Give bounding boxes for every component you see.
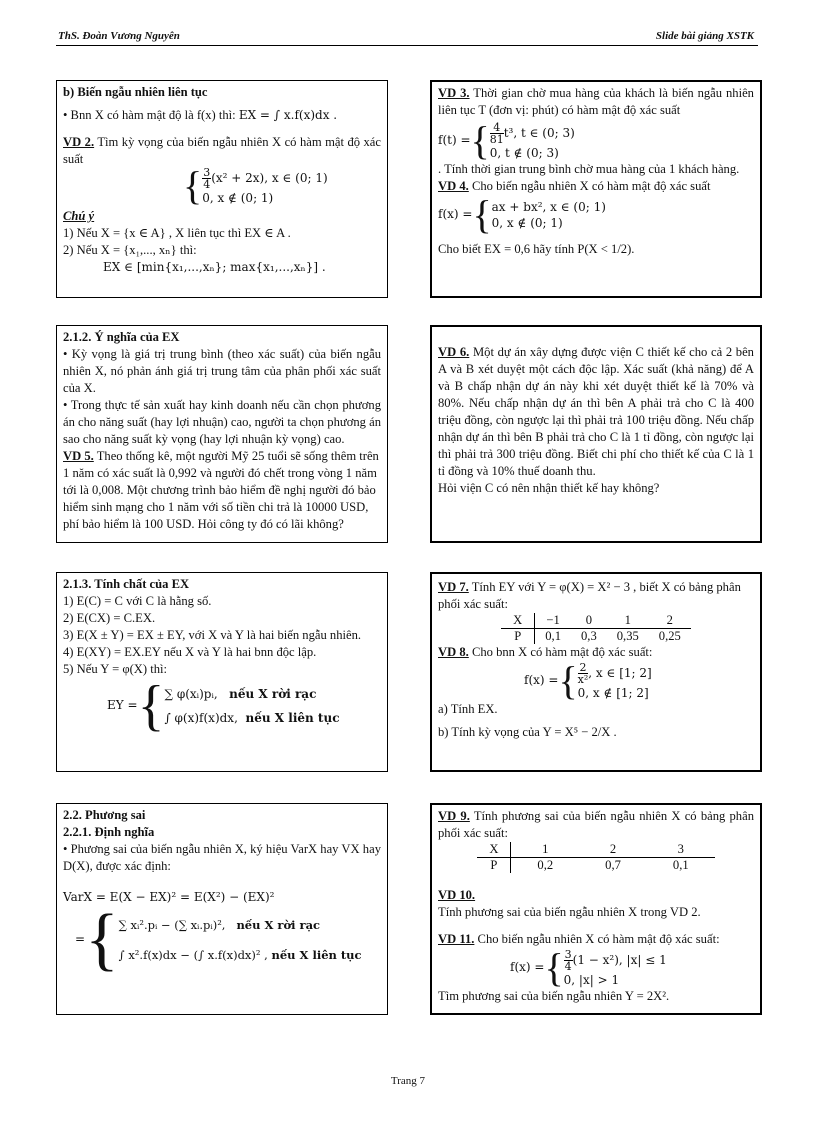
prop-3: 3) E(X ± Y) = EX ± EY, với X và Y là hai biến ngẫu nhiên.	[63, 628, 362, 642]
vd8-case2: 0, x ∉ [1; 2]	[577, 685, 649, 700]
note-heading: Chú ý	[63, 209, 95, 223]
box-vd6	[430, 325, 762, 543]
box-properties-ex	[56, 572, 388, 772]
vd9-text: Tính phương sai của biến ngẫu nhiên X có bảng phân phối xác suất:	[438, 809, 754, 840]
table-cell: 0,2	[537, 858, 554, 872]
box1-formula: EX = ∫ x.f(x)dx .	[238, 108, 338, 122]
vd4-label: VD 4.	[438, 179, 469, 193]
vd2-case1: (x² + 2x), x ∈ (0; 1)	[211, 170, 328, 185]
table-cell: −1	[535, 613, 571, 629]
table-cell: 0,1	[672, 858, 689, 872]
vd4-case1: ax + bx², x ∈ (0; 1)	[491, 200, 606, 214]
table-cell: 0,1	[545, 629, 561, 643]
page-number: Trang 7	[390, 1075, 426, 1087]
header-divider	[56, 45, 758, 46]
table-cell: P	[501, 629, 535, 645]
variance-formula: VarX = E(X − EX)² = E(X²) − (EX)²	[63, 890, 275, 904]
box-vd3-vd4	[430, 80, 762, 298]
vd3-text: Thời gian chờ mua hàng của khách là biến ngẫu nhiên liên tục T (đơn vị: phút) có hàm mật độ xác suất	[438, 86, 754, 117]
table-cell: 0	[571, 613, 607, 629]
vd11-case2: 0, |x| > 1	[563, 972, 620, 987]
box-variance-def	[56, 803, 388, 1015]
var-case2-math: ∫ x².f(x)dx − (∫ x.f(x)dx)² ,	[118, 948, 268, 962]
variance-cases: ={ ∑ xᵢ².pᵢ − (∑ xᵢ.pᵢ)², nếu X rời rạc ∫ x².f(x)dx − (∫ x.f(x)dx)² , nếu X liên tục	[75, 901, 362, 978]
prop-1: 1) E(C) = C với C là hằng số.	[63, 594, 212, 608]
box7-heading2: 2.2.1. Định nghĩa	[63, 825, 155, 839]
ey-case2-label: nếu X liên tục	[245, 711, 340, 725]
var-case1-label: nếu X rời rạc	[236, 918, 321, 932]
vd8-text: Cho bnn X có hàm mật độ xác suất:	[468, 645, 653, 659]
table-cell: X	[477, 842, 511, 858]
vd2-label: VD 2.	[63, 135, 95, 149]
vd4-text: Cho biến ngẫu nhiên X có hàm mật độ xác suất	[468, 179, 711, 193]
vd6-question: Hỏi viện C có nên nhận thiết kế hay không?	[438, 481, 660, 495]
vd11-label: VD 11.	[438, 932, 475, 946]
vd5-text: Theo thống kê, một người Mỹ 25 tuổi sẽ sống thêm trên 1 năm có xác suất là 0,992 và người đó chết trong vòng 1 năm tới là 0,008. Một chương trình bảo hiểm đề nghị người đó bảo hiểm sinh mạng cho 1 năm với số tiền chi trả là 10000 USD, phí bảo hiểm là 100 USD. Hỏi công ty đó có lãi không?	[63, 449, 379, 531]
vd6-text: Một dự án xây dựng được viện C thiết kế cho cả 2 bên A và B xét duyệt một cách độc lập. Xác suất (khả năng) để A và B chấp nhận dự án này khi xét duyệt thiết kế là 70% và 80%. Nếu chấp nhận dự án thì bên A phải trả cho C là 400 triệu đồng, còn ngược lại thì phải trả 100 triệu đồng. Nếu chấp nhận dự án thì bên B phải trả cho C là 1 tỉ đồng, còn ngược lại thì phải trả 300 triệu đồng. Biết chi phí cho thiết kế của C là 1 tỉ đồng và 10% thuế doanh thu.	[438, 345, 754, 478]
table-cell: 0,25	[658, 629, 681, 643]
ey-case1-label: nếu X rời rạc	[229, 687, 317, 701]
box-vd9-vd11	[430, 803, 762, 1015]
box5-heading: 2.1.3. Tính chất của EX	[63, 577, 190, 591]
vd4-density: f(x) ={ ax + bx², x ∈ (0; 1) 0, x ∉ (0; 1)	[438, 192, 606, 237]
var-case1-math: ∑ xᵢ².pᵢ − (∑ xᵢ.pᵢ)²,	[118, 918, 226, 932]
vd9-distribution-table	[477, 842, 714, 873]
prop-2: 2) E(CX) = C.EX.	[63, 611, 156, 625]
vd11-text: Cho biến ngẫu nhiên X có hàm mật độ xác suất:	[474, 932, 720, 946]
table-cell: 2	[579, 842, 647, 858]
box-continuous-rv	[56, 80, 388, 298]
table-cell: X	[501, 613, 535, 629]
box1-line1: • Bnn X có hàm mật độ là f(x) thì:	[63, 108, 236, 122]
prop-4: 4) E(XY) = EX.EY nếu X và Y là hai bnn độc lập.	[63, 645, 317, 659]
table-cell: 0,7	[605, 858, 621, 872]
box3-heading: 2.1.2. Ý nghĩa của EX	[63, 330, 180, 344]
box3-p2: • Trong thực tế sản xuất hay kinh doanh nếu cần chọn phương án cho năng suất (hay lợi nhuận) cao, người ta chọn phương án sao cho năng suất kỳ vọng (hay lợi nhuận kỳ vọng) cao.	[63, 398, 381, 446]
vd11-case1: (1 − x²), |x| ≤ 1	[572, 952, 667, 967]
ey-case1-math: ∑ φ(xᵢ)pᵢ,	[164, 687, 218, 701]
note-1: 1) Nếu X = {x ∈ A} , X liên tục thì EX ∈ A .	[63, 226, 291, 240]
table-cell: 2	[649, 613, 691, 629]
header-title: Slide bài giảng XSTK	[655, 30, 754, 42]
vd10-label: VD 10.	[438, 888, 476, 902]
box7-heading1: 2.2. Phương sai	[63, 808, 146, 822]
note-2-formula: EX ∈ [min{x₁,...,xₙ}; max{x₁,...,xₙ}] .	[103, 260, 326, 274]
vd2-text: Tìm kỳ vọng của biến ngẫu nhiên X có hàm mật độ xác suất	[63, 135, 381, 166]
vd8-b: b) Tính kỳ vọng của Y = X⁵ − 2/X .	[438, 725, 617, 739]
vd3-density: f(t) ={ $\frac{4}{81}$ t³, t ∈ (0; 3) 0, t ∉ (0; 3)	[438, 118, 575, 163]
vd11-tail: Tìm phương sai của biến ngẫu nhiên Y = 2X².	[438, 989, 670, 1003]
vd4-tail: Cho biết EX = 0,6 hãy tính P(X < 1/2).	[438, 242, 635, 256]
header-author: ThS. Đoàn Vương Nguyên	[58, 30, 180, 42]
table-cell: 1	[511, 842, 579, 858]
table-cell: P	[477, 858, 511, 874]
box1-heading: b) Biến ngẫu nhiên liên tục	[63, 85, 208, 99]
vd6-label: VD 6.	[438, 345, 470, 359]
var-case2-label: nếu X liên tục	[271, 948, 362, 962]
vd3-case2: 0, t ∉ (0; 3)	[489, 145, 559, 160]
table-cell: 1	[607, 613, 649, 629]
vd9-label: VD 9.	[438, 809, 470, 823]
vd7-text: Tính EY với Y = φ(X) = X² − 3 , biết X có bảng phân phối xác suất:	[438, 580, 741, 611]
box7-p1: • Phương sai của biến ngẫu nhiên X, ký hiệu VarX hay VX hay D(X), được xác định:	[63, 842, 381, 873]
vd2-density: { $\frac{3}{4}$ (x² + 2x), x ∈ (0; 1) 0, x ∉ (0; 1)	[183, 163, 328, 208]
ey-cases: EY ={ ∑ φ(xᵢ)pᵢ, nếu X rời rạc ∫ φ(x)f(x)dx, nếu X liên tục	[107, 675, 340, 737]
vd3-tail: . Tính thời gian trung bình chờ mua hàng của 1 khách hàng.	[438, 162, 740, 176]
vd5-label: VD 5.	[63, 449, 94, 463]
box-meaning-ex	[56, 325, 388, 543]
table-cell: 0,3	[581, 629, 597, 643]
vd3-label: VD 3.	[438, 86, 470, 100]
box-vd7-vd8	[430, 572, 762, 772]
table-cell: 0,35	[616, 629, 639, 643]
vd7-label: VD 7.	[438, 580, 469, 594]
vd8-label: VD 8.	[438, 645, 469, 659]
ey-case2-math: ∫ φ(x)f(x)dx,	[164, 711, 238, 725]
vd8-density: f(x) ={ $\frac{2}{\text{x²}}$ , x ∈ [1; 2] 0, x ∉ [1; 2]	[524, 658, 652, 703]
vd8-case1: , x ∈ [1; 2]	[588, 665, 652, 680]
box3-p1: • Kỳ vọng là giá trị trung bình (theo xác suất) của biến ngẫu nhiên X, nó phản ánh giá trị trung tâm của phân phối xác suất của X.	[63, 347, 381, 395]
table-cell: 3	[647, 842, 715, 858]
vd7-distribution-table	[501, 613, 691, 644]
prop-5: 5) Nếu Y = φ(X) thì:	[63, 662, 168, 676]
note-2: 2) Nếu X = {x₁,..., xₙ} thì:	[63, 243, 197, 257]
vd8-a: a) Tính EX.	[438, 702, 498, 716]
vd3-case1: t³, t ∈ (0; 3)	[503, 125, 575, 140]
vd4-case2: 0, x ∉ (0; 1)	[491, 216, 563, 230]
vd2-case2: 0, x ∉ (0; 1)	[202, 190, 274, 205]
vd10-text: Tính phương sai của biến ngẫu nhiên X trong VD 2.	[438, 905, 701, 919]
vd11-density: f(x) ={ $\frac{3}{4}$ (1 − x²), |x| ≤ 1 0, |x| > 1	[510, 945, 667, 990]
